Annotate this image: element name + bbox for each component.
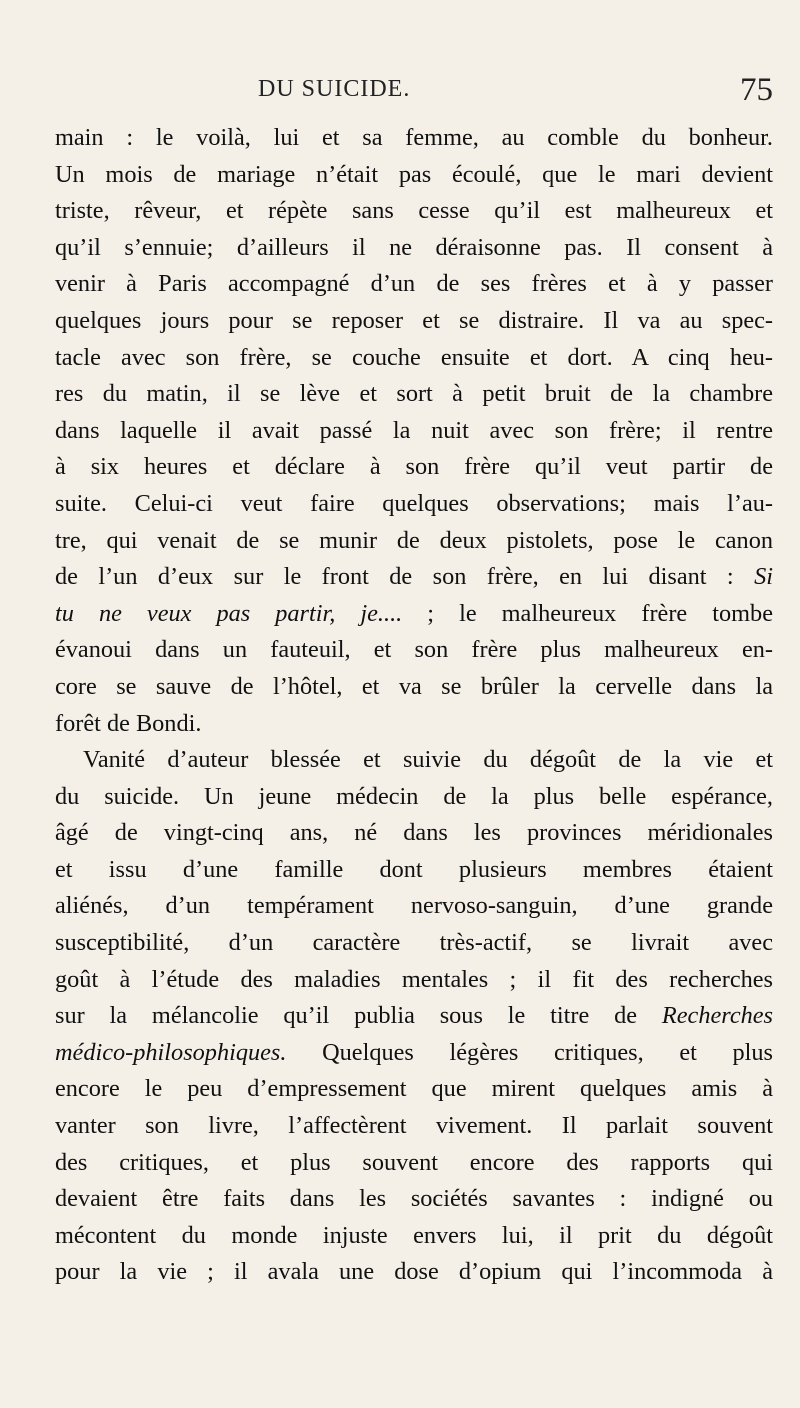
text-line [55, 706, 773, 743]
text-segment: devaient être faits dans les sociétés savantes : indigné ou [55, 1185, 773, 1213]
text-line [55, 852, 773, 889]
text-segment: aliénés, d’un tempérament nervoso-sanguin, d’une grande [55, 892, 773, 920]
text-segment: qu’il s’ennuie; d’ailleurs il ne déraisonne pas. Il consent à [55, 233, 773, 261]
text-segment: venir à Paris accompagné d’un de ses frères et à y passer [55, 270, 773, 298]
text-line [55, 523, 773, 560]
text-line [55, 193, 773, 230]
italic-text: Si [754, 563, 773, 591]
text-line [55, 815, 773, 852]
text-segment: res du matin, il se lève et sort à petit bruit de la chambre [55, 380, 773, 408]
text-segment: susceptibilité, d’un caractère très-actif, se livrait avec [55, 929, 773, 957]
text-line [55, 1108, 773, 1145]
text-line [55, 1035, 773, 1072]
text-line [55, 1254, 773, 1291]
page-header [55, 72, 773, 120]
text-segment: tre, qui venait de se munir de deux pistolets, pose le canon [55, 526, 773, 554]
text-line [55, 120, 773, 157]
text-segment: à six heures et déclare à son frère qu’il veut partir de [55, 453, 773, 481]
text-line [55, 1145, 773, 1182]
text-line [55, 596, 773, 633]
text-segment: suite. Celui-ci veut faire quelques observations; mais l’au- [55, 489, 773, 517]
text-segment: Vanité d’auteur blessée et suivie du dégoût de la vie et [83, 746, 773, 774]
text-line [55, 559, 773, 596]
text-line [55, 157, 773, 194]
text-segment: forêt de Bondi. [55, 709, 202, 737]
italic-text: Recherches [661, 1002, 773, 1030]
text-line [55, 1218, 773, 1255]
text-line [55, 266, 773, 303]
text-segment: des critiques, et plus souvent encore des rapports qui [55, 1148, 773, 1176]
text-line [55, 632, 773, 669]
page-number: 75 [740, 72, 773, 108]
text-line [55, 449, 773, 486]
text-segment: évanoui dans un fauteuil, et son frère plus malheureux en- [55, 636, 773, 664]
text-line [55, 779, 773, 816]
text-segment: pour la vie ; il avala une dose d’opium qui l’incommoda à [55, 1258, 773, 1286]
text-line [55, 230, 773, 267]
text-line [55, 742, 773, 779]
italic-text: médico-philosophiques. [55, 1038, 287, 1066]
text-line [55, 962, 773, 999]
text-line [55, 669, 773, 706]
text-segment: âgé de vingt-cinq ans, né dans les provinces méridionales [55, 819, 773, 847]
text-segment: vanter son livre, l’affectèrent vivement. Il parlait souvent [55, 1112, 773, 1140]
text-segment: du suicide. Un jeune médecin de la plus belle espérance, [55, 782, 773, 810]
text-line [55, 340, 773, 377]
text-segment: goût à l’étude des maladies mentales ; il fit des recherches [55, 965, 773, 993]
text-line [55, 925, 773, 962]
text-segment: ; le malheureux frère tombe [402, 599, 773, 627]
running-head: DU SUICIDE. [258, 76, 411, 102]
text-segment: tacle avec son frère, se couche ensuite et dort. A cinq heu- [55, 343, 773, 371]
text-line [55, 1181, 773, 1218]
text-segment: sur la mélancolie qu’il publia sous le titre de [55, 1002, 662, 1030]
text-line [55, 888, 773, 925]
italic-text: tu ne veux pas partir, je.... [55, 599, 403, 627]
text-line [55, 998, 773, 1035]
page-content [55, 72, 773, 1291]
text-segment: main : le voilà, lui et sa femme, au comble du bonheur. [55, 124, 773, 151]
text-line [55, 303, 773, 340]
text-segment: quelques jours pour se reposer et se distraire. Il va au spec- [55, 306, 773, 334]
text-line [55, 486, 773, 523]
text-segment: encore le peu d’empressement que mirent quelques amis à [55, 1075, 773, 1103]
text-segment: Un mois de mariage n’était pas écoulé, que le mari devient [55, 160, 773, 188]
text-line [55, 1071, 773, 1108]
text-line [55, 376, 773, 413]
text-line [55, 413, 773, 450]
text-segment: dans laquelle il avait passé la nuit avec son frère; il rentre [55, 416, 773, 444]
text-segment: et issu d’une famille dont plusieurs membres étaient [55, 855, 773, 883]
text-segment: Quelques légères critiques, et plus [286, 1038, 773, 1066]
text-segment: triste, rêveur, et répète sans cesse qu’il est malheureux et [55, 197, 773, 225]
text-segment: mécontent du monde injuste envers lui, il prit du dégoût [55, 1221, 773, 1249]
text-segment: core se sauve de l’hôtel, et va se brûler la cervelle dans la [55, 672, 773, 700]
body-text [55, 120, 773, 1291]
text-segment: de l’un d’eux sur le front de son frère, en lui disant : [55, 563, 755, 591]
